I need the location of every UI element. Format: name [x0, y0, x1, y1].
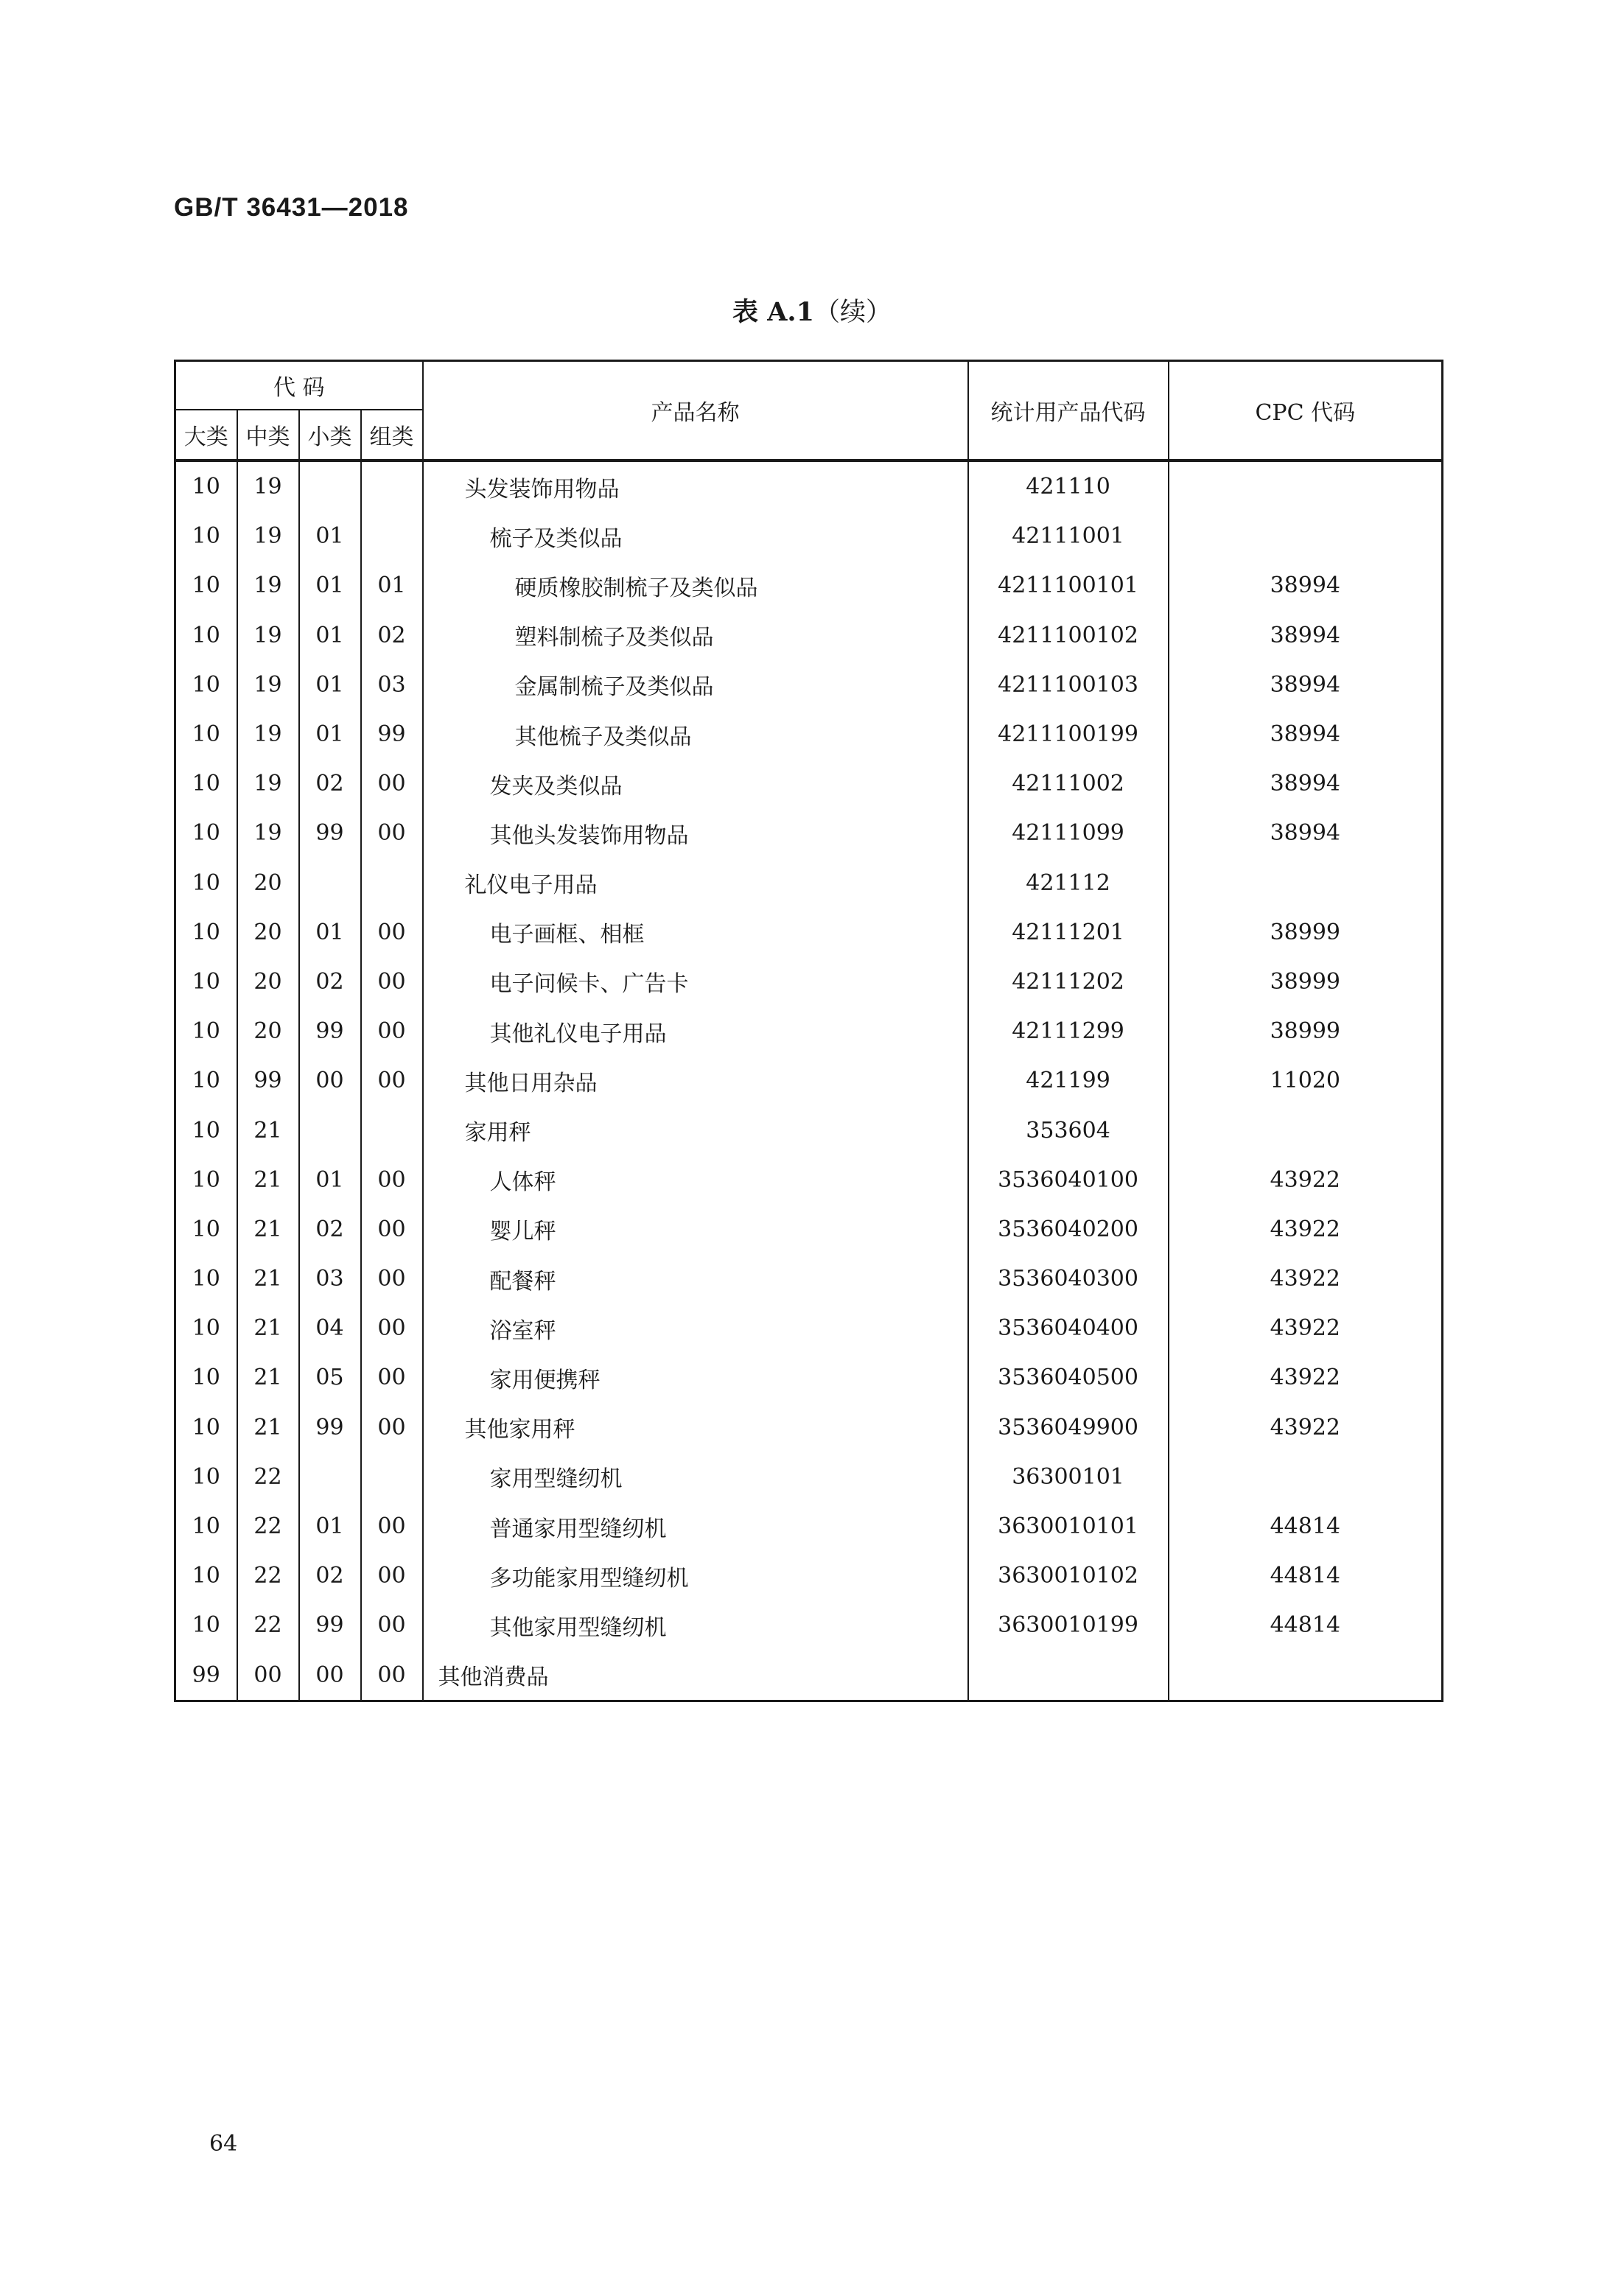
cell-middle-class: 21 — [237, 1105, 299, 1155]
cell-product-name: 其他头发装饰用物品 — [423, 808, 968, 858]
cell-group-class — [361, 858, 423, 908]
cell-major-class: 10 — [175, 1600, 237, 1650]
cell-middle-class: 19 — [237, 611, 299, 660]
cell-major-class: 10 — [175, 1205, 237, 1254]
cell-middle-class: 19 — [237, 710, 299, 759]
cell-major-class: 10 — [175, 1551, 237, 1600]
cell-middle-class: 21 — [237, 1403, 299, 1452]
cell-cpc-code: 38994 — [1169, 710, 1443, 759]
header-major-class: 大类 — [175, 410, 237, 461]
cell-middle-class: 22 — [237, 1452, 299, 1502]
cell-minor-class: 99 — [299, 808, 361, 858]
table-number: 表 A.1 — [732, 297, 814, 327]
cell-middle-class: 99 — [237, 1056, 299, 1105]
cell-major-class: 10 — [175, 660, 237, 710]
cell-product-name: 头发装饰用物品 — [423, 461, 968, 511]
cell-group-class: 01 — [361, 561, 423, 610]
cell-product-name: 电子问候卡、广告卡 — [423, 957, 968, 1007]
cell-stat-code: 42111099 — [968, 808, 1169, 858]
table-row — [175, 957, 1443, 1007]
cell-group-class: 99 — [361, 710, 423, 759]
cell-product-name: 人体秤 — [423, 1155, 968, 1205]
cell-major-class: 10 — [175, 1007, 237, 1056]
cell-stat-code: 4211100101 — [968, 561, 1169, 610]
cell-minor-class: 99 — [299, 1007, 361, 1056]
cell-cpc-code — [1169, 1105, 1443, 1155]
cell-minor-class: 01 — [299, 561, 361, 610]
cell-product-name: 硬质橡胶制梳子及类似品 — [423, 561, 968, 610]
cell-major-class: 10 — [175, 1452, 237, 1502]
cell-product-name: 多功能家用型缝纫机 — [423, 1551, 968, 1600]
cell-minor-class: 02 — [299, 759, 361, 808]
cell-group-class: 00 — [361, 1007, 423, 1056]
cell-product-name: 家用便携秤 — [423, 1353, 968, 1402]
cell-major-class: 10 — [175, 611, 237, 660]
cell-stat-code: 3536040300 — [968, 1254, 1169, 1303]
cell-stat-code: 421112 — [968, 858, 1169, 908]
table-row — [175, 660, 1443, 710]
cell-stat-code: 3630010102 — [968, 1551, 1169, 1600]
cell-stat-code: 353604 — [968, 1105, 1169, 1155]
table-row — [175, 1600, 1443, 1650]
cell-stat-code: 42111001 — [968, 511, 1169, 561]
table-row — [175, 611, 1443, 660]
cell-product-name: 家用秤 — [423, 1105, 968, 1155]
table-caption-suffix: （续） — [813, 298, 892, 327]
table-caption — [0, 292, 1624, 329]
cell-middle-class: 20 — [237, 908, 299, 957]
table-row — [175, 1254, 1443, 1303]
cell-minor-class: 00 — [299, 1056, 361, 1105]
cell-major-class: 10 — [175, 1056, 237, 1105]
cell-stat-code: 3536049900 — [968, 1403, 1169, 1452]
table-row — [175, 1303, 1443, 1353]
cell-stat-code: 3536040500 — [968, 1353, 1169, 1402]
table-row — [175, 561, 1443, 610]
cell-group-class: 00 — [361, 1155, 423, 1205]
table-row — [175, 1650, 1443, 1701]
cell-minor-class: 01 — [299, 660, 361, 710]
table-row — [175, 1403, 1443, 1452]
cell-group-class — [361, 511, 423, 561]
cell-major-class: 10 — [175, 1403, 237, 1452]
header-product-name: 产品名称 — [423, 361, 968, 461]
cell-middle-class: 19 — [237, 561, 299, 610]
cell-major-class: 10 — [175, 1254, 237, 1303]
table-row — [175, 1452, 1443, 1502]
cell-product-name: 电子画框、相框 — [423, 908, 968, 957]
cell-major-class: 10 — [175, 957, 237, 1007]
cell-cpc-code: 38999 — [1169, 908, 1443, 957]
cell-group-class: 00 — [361, 1502, 423, 1551]
cell-middle-class: 22 — [237, 1502, 299, 1551]
cell-minor-class: 01 — [299, 908, 361, 957]
cell-stat-code: 3630010199 — [968, 1600, 1169, 1650]
table-row — [175, 1007, 1443, 1056]
cell-stat-code: 42111299 — [968, 1007, 1169, 1056]
table-row — [175, 1551, 1443, 1600]
cell-minor-class: 02 — [299, 1205, 361, 1254]
cell-minor-class: 05 — [299, 1353, 361, 1402]
cell-group-class: 00 — [361, 1551, 423, 1600]
cell-major-class: 10 — [175, 858, 237, 908]
header-stat-code: 统计用产品代码 — [968, 361, 1169, 461]
cell-group-class: 02 — [361, 611, 423, 660]
cell-stat-code: 3630010101 — [968, 1502, 1169, 1551]
cell-cpc-code: 44814 — [1169, 1600, 1443, 1650]
table-header — [175, 361, 1443, 461]
cell-stat-code: 36300101 — [968, 1452, 1169, 1502]
cell-group-class: 00 — [361, 1056, 423, 1105]
cell-minor-class — [299, 1452, 361, 1502]
cell-stat-code: 4211100102 — [968, 611, 1169, 660]
cell-middle-class: 21 — [237, 1353, 299, 1402]
cell-minor-class: 01 — [299, 710, 361, 759]
table-row — [175, 1056, 1443, 1105]
cell-product-name: 家用型缝纫机 — [423, 1452, 968, 1502]
cell-minor-class: 01 — [299, 611, 361, 660]
cell-group-class: 00 — [361, 759, 423, 808]
cell-group-class: 00 — [361, 808, 423, 858]
cell-group-class: 00 — [361, 1303, 423, 1353]
cell-product-name: 其他家用型缝纫机 — [423, 1600, 968, 1650]
table-row — [175, 511, 1443, 561]
cell-middle-class: 20 — [237, 957, 299, 1007]
cell-minor-class: 02 — [299, 1551, 361, 1600]
cell-stat-code: 421199 — [968, 1056, 1169, 1105]
cell-stat-code: 421110 — [968, 461, 1169, 511]
cell-cpc-code: 38994 — [1169, 611, 1443, 660]
cell-group-class — [361, 1452, 423, 1502]
cell-group-class — [361, 1105, 423, 1155]
cell-cpc-code — [1169, 511, 1443, 561]
cell-group-class — [361, 461, 423, 511]
table-row — [175, 1205, 1443, 1254]
cell-product-name: 其他日用杂品 — [423, 1056, 968, 1105]
cell-group-class: 00 — [361, 1205, 423, 1254]
cell-product-name: 浴室秤 — [423, 1303, 968, 1353]
cell-product-name: 其他梳子及类似品 — [423, 710, 968, 759]
cell-middle-class: 21 — [237, 1254, 299, 1303]
cell-major-class: 10 — [175, 1502, 237, 1551]
header-group-class: 组类 — [361, 410, 423, 461]
cell-cpc-code: 11020 — [1169, 1056, 1443, 1105]
header-middle-class: 中类 — [237, 410, 299, 461]
cell-middle-class: 22 — [237, 1551, 299, 1600]
cell-minor-class: 01 — [299, 511, 361, 561]
cell-stat-code: 3536040100 — [968, 1155, 1169, 1205]
cell-stat-code: 4211100103 — [968, 660, 1169, 710]
table-row — [175, 1105, 1443, 1155]
cell-group-class: 00 — [361, 1353, 423, 1402]
header-code-group: 代 码 — [175, 361, 423, 410]
cell-group-class: 00 — [361, 957, 423, 1007]
cell-cpc-code: 38994 — [1169, 759, 1443, 808]
cell-product-name: 配餐秤 — [423, 1254, 968, 1303]
cell-cpc-code — [1169, 858, 1443, 908]
page-number: 64 — [209, 2131, 238, 2157]
cell-major-class: 10 — [175, 1105, 237, 1155]
cell-stat-code: 4211100199 — [968, 710, 1169, 759]
cell-major-class: 10 — [175, 461, 237, 511]
cell-middle-class: 19 — [237, 511, 299, 561]
cell-minor-class: 04 — [299, 1303, 361, 1353]
cell-product-name: 礼仪电子用品 — [423, 858, 968, 908]
cell-middle-class: 19 — [237, 660, 299, 710]
cell-middle-class: 19 — [237, 808, 299, 858]
cell-group-class: 00 — [361, 1600, 423, 1650]
cell-group-class: 00 — [361, 908, 423, 957]
cell-cpc-code: 43922 — [1169, 1254, 1443, 1303]
cell-minor-class — [299, 461, 361, 511]
table-row — [175, 759, 1443, 808]
cell-minor-class: 03 — [299, 1254, 361, 1303]
cell-cpc-code — [1169, 461, 1443, 511]
cell-product-name: 其他礼仪电子用品 — [423, 1007, 968, 1056]
table-row — [175, 710, 1443, 759]
cell-minor-class: 00 — [299, 1650, 361, 1701]
cell-major-class: 99 — [175, 1650, 237, 1701]
cell-major-class: 10 — [175, 908, 237, 957]
cell-cpc-code: 38994 — [1169, 660, 1443, 710]
cell-cpc-code: 38994 — [1169, 561, 1443, 610]
cell-group-class: 03 — [361, 660, 423, 710]
cell-middle-class: 20 — [237, 1007, 299, 1056]
cell-middle-class: 19 — [237, 759, 299, 808]
cell-middle-class: 21 — [237, 1303, 299, 1353]
cell-minor-class: 01 — [299, 1155, 361, 1205]
cell-cpc-code — [1169, 1650, 1443, 1701]
cell-minor-class — [299, 1105, 361, 1155]
cell-cpc-code: 43922 — [1169, 1403, 1443, 1452]
cell-middle-class: 21 — [237, 1155, 299, 1205]
table-row — [175, 808, 1443, 858]
cell-minor-class — [299, 858, 361, 908]
cell-major-class: 10 — [175, 1353, 237, 1402]
table-row — [175, 858, 1443, 908]
cell-stat-code: 42111202 — [968, 957, 1169, 1007]
cell-cpc-code: 44814 — [1169, 1502, 1443, 1551]
cell-major-class: 10 — [175, 1303, 237, 1353]
cell-stat-code: 42111201 — [968, 908, 1169, 957]
table-body — [175, 461, 1443, 1701]
cell-cpc-code: 43922 — [1169, 1205, 1443, 1254]
cell-product-name: 发夹及类似品 — [423, 759, 968, 808]
cell-group-class: 00 — [361, 1254, 423, 1303]
cell-middle-class: 21 — [237, 1205, 299, 1254]
cell-group-class: 00 — [361, 1650, 423, 1701]
cell-cpc-code: 43922 — [1169, 1155, 1443, 1205]
cell-cpc-code: 43922 — [1169, 1303, 1443, 1353]
cell-major-class: 10 — [175, 561, 237, 610]
cell-group-class: 00 — [361, 1403, 423, 1452]
cell-middle-class: 22 — [237, 1600, 299, 1650]
cell-product-name: 塑料制梳子及类似品 — [423, 611, 968, 660]
cell-minor-class: 02 — [299, 957, 361, 1007]
table-row — [175, 461, 1443, 511]
table-row — [175, 1353, 1443, 1402]
cell-cpc-code: 38999 — [1169, 1007, 1443, 1056]
cell-cpc-code: 44814 — [1169, 1551, 1443, 1600]
product-code-table — [174, 360, 1443, 1702]
cell-product-name: 婴儿秤 — [423, 1205, 968, 1254]
cell-stat-code: 3536040400 — [968, 1303, 1169, 1353]
cell-stat-code: 42111002 — [968, 759, 1169, 808]
cell-minor-class: 99 — [299, 1403, 361, 1452]
cell-cpc-code: 38994 — [1169, 808, 1443, 858]
document-code: GB/T 36431—2018 — [174, 193, 409, 222]
header-minor-class: 小类 — [299, 410, 361, 461]
table-row — [175, 908, 1443, 957]
cell-stat-code: 3536040200 — [968, 1205, 1169, 1254]
cell-product-name: 其他家用秤 — [423, 1403, 968, 1452]
header-cpc-code: CPC 代码 — [1169, 361, 1443, 461]
cell-product-name: 其他消费品 — [423, 1650, 968, 1701]
cell-major-class: 10 — [175, 710, 237, 759]
cell-middle-class: 20 — [237, 858, 299, 908]
cell-major-class: 10 — [175, 1155, 237, 1205]
cell-product-name: 普通家用型缝纫机 — [423, 1502, 968, 1551]
cell-cpc-code: 38999 — [1169, 957, 1443, 1007]
cell-stat-code — [968, 1650, 1169, 1701]
cell-minor-class: 01 — [299, 1502, 361, 1551]
table-row — [175, 1502, 1443, 1551]
cell-minor-class: 99 — [299, 1600, 361, 1650]
cell-product-name: 梳子及类似品 — [423, 511, 968, 561]
cell-cpc-code — [1169, 1452, 1443, 1502]
cell-major-class: 10 — [175, 759, 237, 808]
table-row — [175, 1155, 1443, 1205]
cell-cpc-code: 43922 — [1169, 1353, 1443, 1402]
cell-middle-class: 00 — [237, 1650, 299, 1701]
cell-major-class: 10 — [175, 808, 237, 858]
cell-major-class: 10 — [175, 511, 237, 561]
cell-middle-class: 19 — [237, 461, 299, 511]
cell-product-name: 金属制梳子及类似品 — [423, 660, 968, 710]
